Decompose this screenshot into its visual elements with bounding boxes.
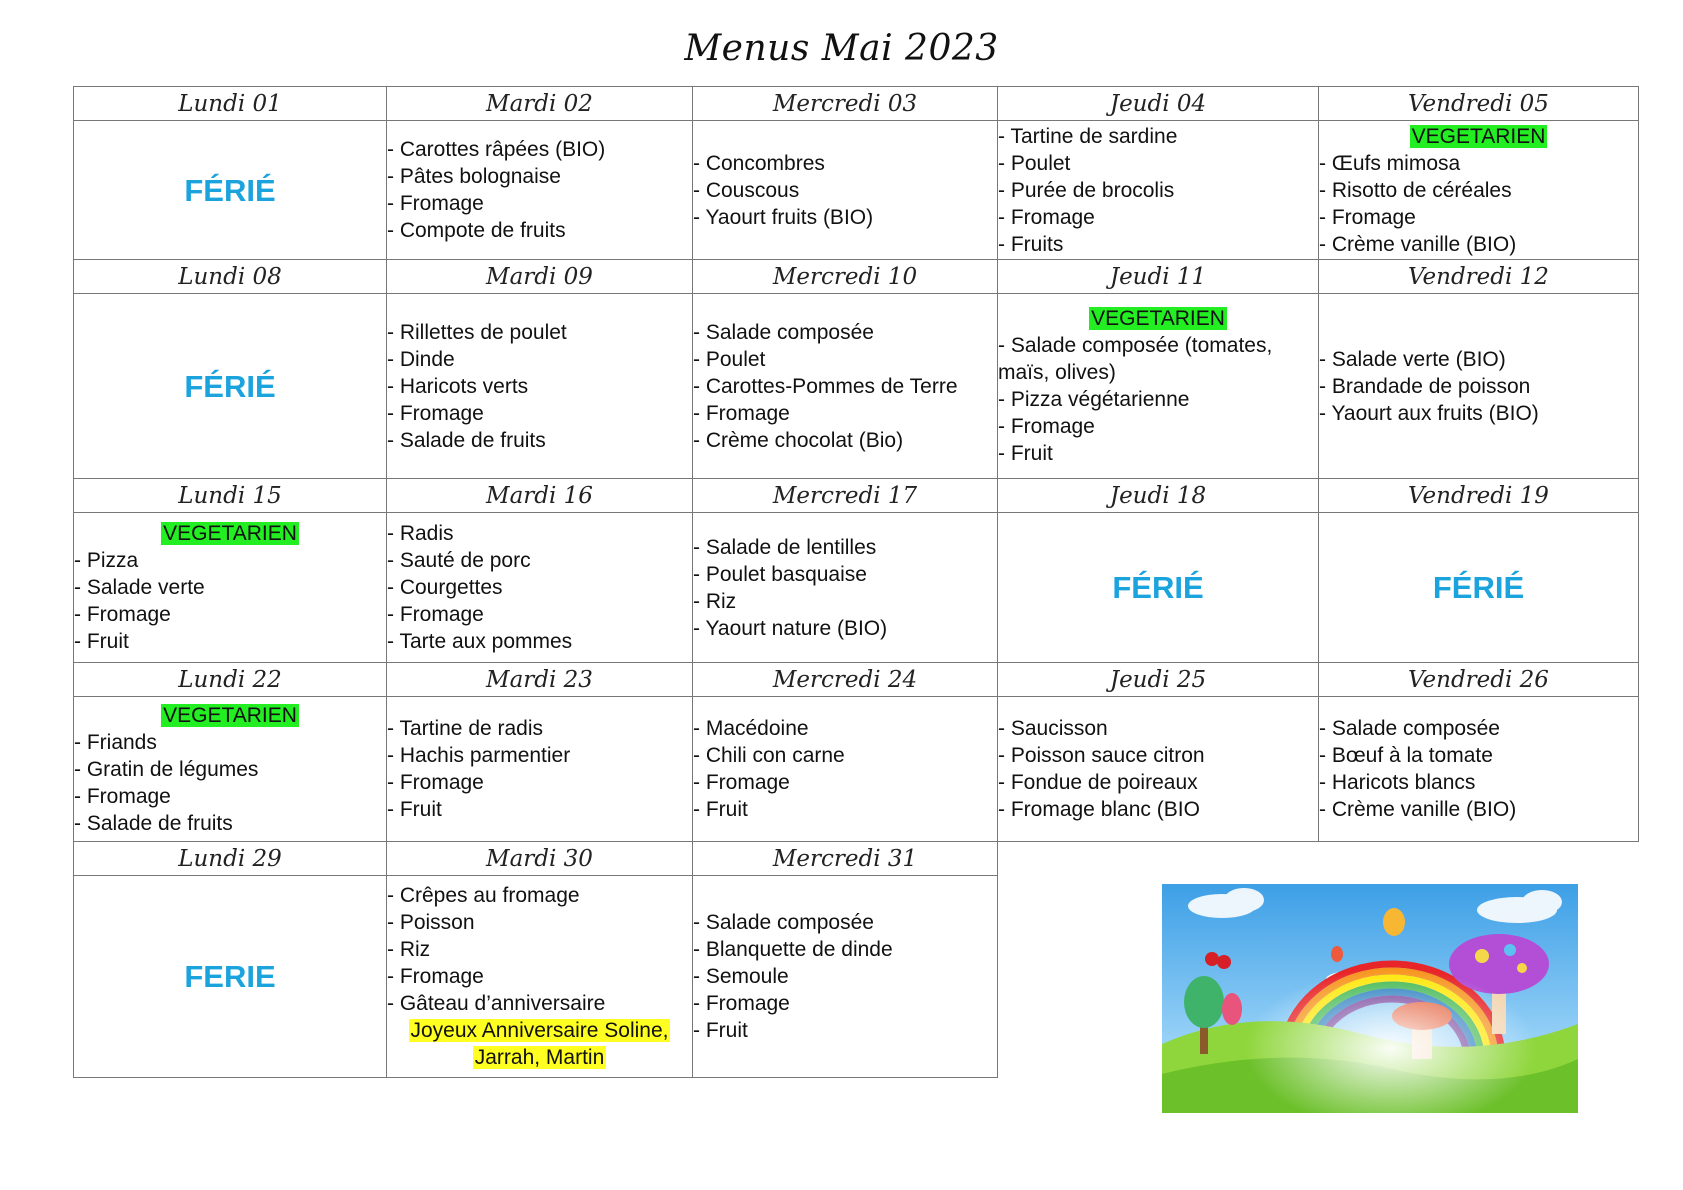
menu-item: - Tarte aux pommes xyxy=(387,630,573,653)
week-header-row xyxy=(74,663,1639,697)
menu-item: - Fondue de poireaux xyxy=(998,771,1198,794)
menu-item: - Friands xyxy=(74,730,157,754)
menu-item: - Salade de fruits xyxy=(387,428,546,452)
day-header-vendredi-05: Vendredi 05 xyxy=(1319,87,1639,121)
menu-item: - Carottes râpées (BIO) xyxy=(387,138,606,161)
menu-item: - Fruit xyxy=(387,798,442,821)
vegetarian-badge-text: VEGETARIEN xyxy=(1091,307,1225,330)
day-menu-lundi-01 xyxy=(74,121,387,260)
menu-item: - Fromage xyxy=(1319,205,1416,229)
menu-item: - Fromage xyxy=(693,992,790,1015)
menu-item: - Fromage xyxy=(387,603,484,626)
menu-item: - Brandade de poisson xyxy=(1319,374,1531,398)
week-header-row xyxy=(74,842,1639,876)
menu-item: - Radis xyxy=(387,522,454,545)
week-header-row xyxy=(74,479,1639,513)
vegetarian-badge xyxy=(74,520,386,547)
day-header-mercredi-17: Mercredi 17 xyxy=(693,479,998,513)
menu-item: - Risotto de céréales xyxy=(1319,178,1512,202)
menu-item: - Gâteau d’anniversaire xyxy=(387,992,606,1015)
day-header-mardi-23: Mardi 23 xyxy=(387,663,693,697)
day-menu-jeudi-18 xyxy=(998,513,1319,663)
menu-item: - Blanquette de dinde xyxy=(693,938,893,961)
week-menu-row xyxy=(74,513,1639,663)
day-menu-mercredi-03 xyxy=(693,121,998,260)
menu-item: - Compote de fruits xyxy=(387,219,566,242)
day-menu-jeudi-25 xyxy=(998,697,1319,842)
day-header-vendredi-12: Vendredi 12 xyxy=(1319,260,1639,294)
vegetarian-badge-text: VEGETARIEN xyxy=(1411,124,1546,148)
menu-item: - Fruit xyxy=(74,630,129,653)
menu-item: - Salade verte (BIO) xyxy=(1319,347,1506,371)
day-header-jeudi-25: Jeudi 25 xyxy=(998,663,1319,697)
menu-item: - Hachis parmentier xyxy=(387,744,571,767)
menu-item: - Chili con carne xyxy=(693,744,845,767)
menu-item: - Yaourt fruits (BIO) xyxy=(693,205,874,229)
menu-item: - Fromage blanc (BIO xyxy=(998,798,1200,821)
menu-item: - Salade verte xyxy=(74,576,205,599)
day-menu-vendredi-26 xyxy=(1319,697,1639,842)
menu-item: - Salade composée xyxy=(693,320,874,344)
menu-item: - Pizza xyxy=(74,549,139,572)
day-menu-mercredi-10 xyxy=(693,294,998,479)
menu-item: - Crème chocolat (Bio) xyxy=(693,428,904,452)
day-menu-mardi-09 xyxy=(387,294,693,479)
menu-item: - Fruit xyxy=(693,798,748,821)
day-menu-mercredi-24 xyxy=(693,697,998,842)
menu-item: - Fromage xyxy=(998,415,1095,438)
day-header-mardi-02: Mardi 02 xyxy=(387,87,693,121)
day-menu-lundi-29 xyxy=(74,876,387,1078)
menu-item: - Bœuf à la tomate xyxy=(1319,744,1493,767)
day-header-jeudi-04: Jeudi 04 xyxy=(998,87,1319,121)
day-header-lundi-08: Lundi 08 xyxy=(74,260,387,294)
day-header-vendredi-26: Vendredi 26 xyxy=(1319,663,1639,697)
menu-item: - Riz xyxy=(693,589,737,613)
empty-cell xyxy=(998,842,1319,876)
menu-item: - Fromage xyxy=(998,205,1095,229)
day-menu-mardi-23 xyxy=(387,697,693,842)
birthday-note xyxy=(387,1044,692,1071)
menu-item: - Poisson xyxy=(387,911,475,934)
menu-item: - Fromage xyxy=(387,965,484,988)
day-header-lundi-22: Lundi 22 xyxy=(74,663,387,697)
menu-item: - Semoule xyxy=(693,965,789,988)
menu-item: - Fromage xyxy=(74,784,171,808)
menu-item: - Yaourt nature (BIO) xyxy=(693,616,888,640)
vegetarian-badge xyxy=(74,702,386,729)
menu-item: - Crème vanille (BIO) xyxy=(1319,232,1517,256)
menu-item: - Salade composée xyxy=(1319,717,1500,740)
menu-item: - Couscous xyxy=(693,178,800,202)
menu-item: - Salade de fruits xyxy=(74,811,233,835)
vegetarian-badge-text: VEGETARIEN xyxy=(163,522,297,545)
week-menu-row xyxy=(74,121,1639,260)
menu-item: - Poisson sauce citron xyxy=(998,744,1205,767)
menu-item: - Crème vanille (BIO) xyxy=(1319,798,1517,821)
day-header-mardi-30: Mardi 30 xyxy=(387,842,693,876)
week-header-row xyxy=(74,260,1639,294)
menu-item: - Salade de lentilles xyxy=(693,535,877,559)
menu-item: - Fruit xyxy=(693,1019,748,1042)
menu-item: - Courgettes xyxy=(387,576,503,599)
menu-item: - Dinde xyxy=(387,347,455,371)
menu-item: - Fromage xyxy=(693,771,790,794)
holiday-label: FÉRIÉ xyxy=(184,172,276,208)
day-menu-jeudi-11 xyxy=(998,294,1319,479)
day-header-lundi-29: Lundi 29 xyxy=(74,842,387,876)
holiday-label: FÉRIÉ xyxy=(184,368,276,404)
vegetarian-badge xyxy=(1319,123,1638,150)
holiday-label: FERIE xyxy=(184,959,276,994)
day-menu-mardi-02 xyxy=(387,121,693,260)
page-title: Menus Mai 2023 xyxy=(684,28,999,69)
week-menu-row xyxy=(74,697,1639,842)
menu-item: - Pâtes bolognaise xyxy=(387,165,561,188)
week-menu-row xyxy=(74,294,1639,479)
day-header-mercredi-31: Mercredi 31 xyxy=(693,842,998,876)
menu-item: - Rillettes de poulet xyxy=(387,320,567,344)
day-menu-mardi-30 xyxy=(387,876,693,1078)
menu-item: - Crêpes au fromage xyxy=(387,884,580,907)
day-menu-vendredi-12 xyxy=(1319,294,1639,479)
day-menu-jeudi-04 xyxy=(998,121,1319,260)
week-header-row xyxy=(74,87,1639,121)
menu-item: - Macédoine xyxy=(693,717,809,740)
day-header-mercredi-03: Mercredi 03 xyxy=(693,87,998,121)
menu-item: - Poulet xyxy=(693,347,766,371)
menu-item: - Fromage xyxy=(693,401,790,425)
menu-item: - Saucisson xyxy=(998,717,1108,740)
menu-item: - Haricots verts xyxy=(387,374,529,398)
day-header-mardi-09: Mardi 09 xyxy=(387,260,693,294)
day-header-mercredi-10: Mercredi 10 xyxy=(693,260,998,294)
vegetarian-badge xyxy=(998,305,1318,332)
menu-item: - Fruits xyxy=(998,232,1064,256)
rainbow-landscape-illustration xyxy=(1162,884,1578,1113)
menu-item: - Poulet basquaise xyxy=(693,562,867,586)
vegetarian-badge-text: VEGETARIEN xyxy=(163,703,297,727)
menu-item: - Poulet xyxy=(998,151,1071,175)
menu-item: - Fromage xyxy=(387,192,484,215)
day-menu-lundi-22 xyxy=(74,697,387,842)
holiday-label: FÉRIÉ xyxy=(1432,570,1525,605)
day-menu-vendredi-05 xyxy=(1319,121,1639,260)
menu-item: - Concombres xyxy=(693,151,825,175)
menu-item: - Salade composée (tomates, maïs, olives) xyxy=(998,334,1273,384)
menu-item: - Yaourt aux fruits (BIO) xyxy=(1319,401,1539,425)
menu-item: - Carottes-Pommes de Terre xyxy=(693,374,958,398)
day-menu-mercredi-17 xyxy=(693,513,998,663)
day-header-mercredi-24: Mercredi 24 xyxy=(693,663,998,697)
day-header-jeudi-18: Jeudi 18 xyxy=(998,479,1319,513)
birthday-note-text: Jarrah, Martin xyxy=(474,1046,605,1069)
menu-item: - Riz xyxy=(387,938,431,961)
menu-item: - Purée de brocolis xyxy=(998,178,1175,202)
menu-item: - Œufs mimosa xyxy=(1319,151,1461,175)
day-header-lundi-15: Lundi 15 xyxy=(74,479,387,513)
menu-item: - Salade composée xyxy=(693,911,874,934)
birthday-note xyxy=(387,1017,692,1044)
empty-cell xyxy=(1319,842,1639,876)
menu-item: - Haricots blancs xyxy=(1319,771,1476,794)
day-menu-lundi-15 xyxy=(74,513,387,663)
day-header-jeudi-11: Jeudi 11 xyxy=(998,260,1319,294)
menu-item: - Fromage xyxy=(387,771,484,794)
menu-item: - Fromage xyxy=(74,603,171,626)
day-header-vendredi-19: Vendredi 19 xyxy=(1319,479,1639,513)
menu-item: - Pizza végétarienne xyxy=(998,388,1190,411)
menu-item: - Gratin de légumes xyxy=(74,757,259,781)
day-menu-lundi-08 xyxy=(74,294,387,479)
day-header-mardi-16: Mardi 16 xyxy=(387,479,693,513)
day-header-lundi-01: Lundi 01 xyxy=(74,87,387,121)
menu-item: - Tartine de radis xyxy=(387,717,544,740)
menu-item: - Fromage xyxy=(387,401,484,425)
day-menu-mardi-16 xyxy=(387,513,693,663)
menu-item: - Tartine de sardine xyxy=(998,124,1178,148)
day-menu-vendredi-19 xyxy=(1319,513,1639,663)
birthday-note-text: Joyeux Anniversaire Soline, xyxy=(410,1019,669,1042)
menu-item: - Fruit xyxy=(998,442,1053,465)
menu-item: - Sauté de porc xyxy=(387,549,531,572)
day-menu-mercredi-31 xyxy=(693,876,998,1078)
holiday-label: FÉRIÉ xyxy=(1112,570,1204,605)
